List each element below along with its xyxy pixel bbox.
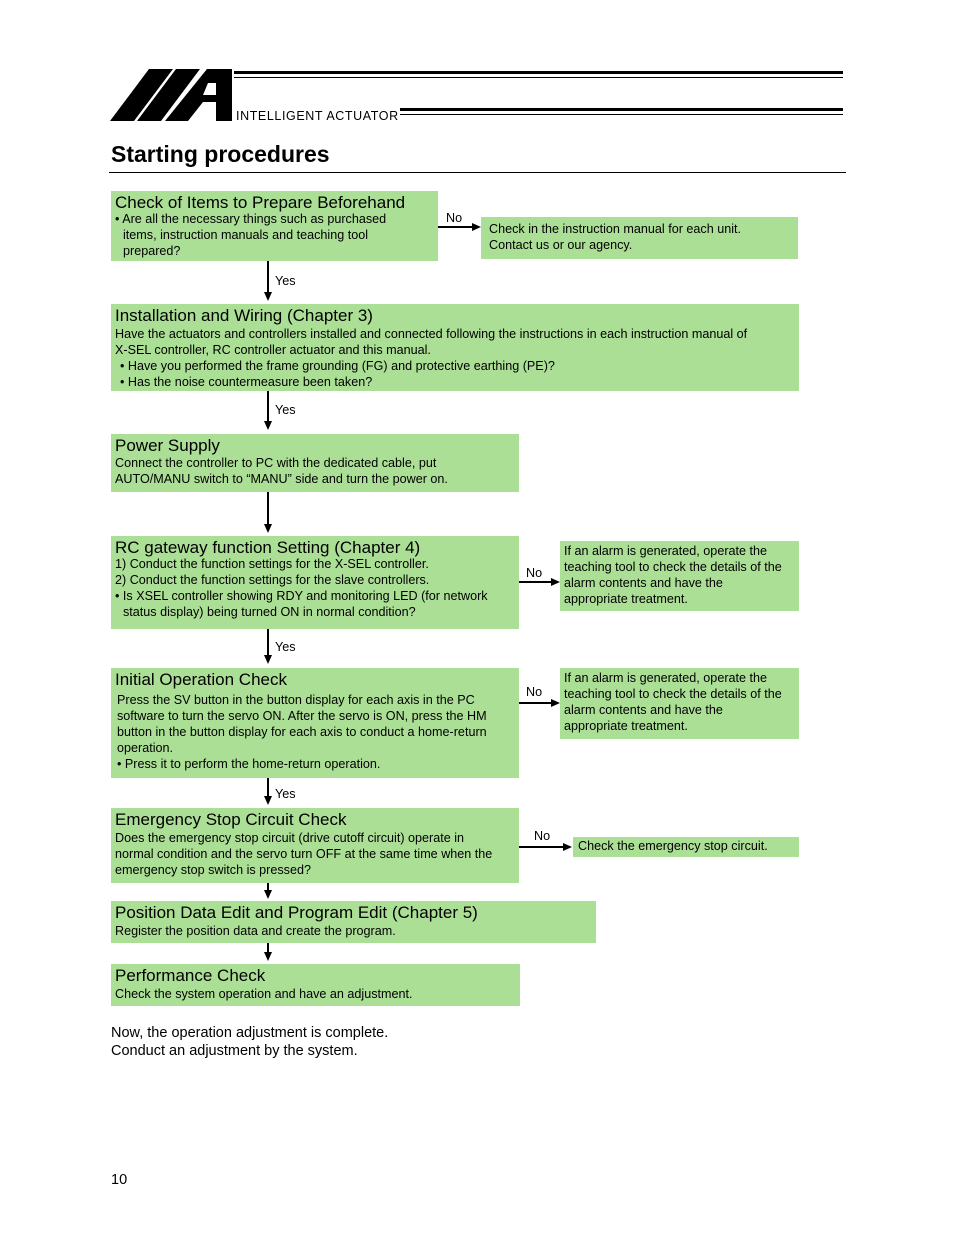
completion-line: Now, the operation adjustment is complete. bbox=[111, 1025, 389, 1041]
side-note-initial-operation bbox=[560, 668, 799, 739]
step-power-title: Power Supply bbox=[115, 436, 220, 455]
step-performance-line: Check the system operation and have an adjustment. bbox=[115, 987, 413, 1001]
no-label: No bbox=[526, 566, 543, 580]
step-position-data-line: Register the position data and create the program. bbox=[115, 924, 396, 938]
yes-connector bbox=[267, 629, 269, 656]
step-rc-gateway-line: 1) Conduct the function settings for the X-SEL controller. bbox=[115, 557, 429, 571]
arrow-down-icon bbox=[264, 952, 272, 961]
header-rule-bottom-thin bbox=[400, 114, 843, 115]
side-note-line: appropriate treatment. bbox=[564, 719, 688, 733]
side-note-line: Check the emergency stop circuit. bbox=[578, 839, 768, 853]
step-rc-gateway-box bbox=[111, 536, 519, 629]
yes-connector bbox=[267, 391, 269, 422]
step-initial-operation-line: software to turn the servo ON. After the servo is ON, press the HM bbox=[117, 709, 487, 723]
no-label: No bbox=[526, 685, 543, 699]
step-installation-title: Installation and Wiring (Chapter 3) bbox=[115, 306, 373, 325]
step-prepare-box bbox=[111, 191, 438, 261]
arrow-down-icon bbox=[264, 292, 272, 301]
step-position-data-box bbox=[111, 901, 596, 943]
side-note-line: alarm contents and have the bbox=[564, 576, 723, 590]
side-note-line: alarm contents and have the bbox=[564, 703, 723, 717]
side-note-rc-gateway bbox=[560, 541, 799, 611]
step-initial-operation-line: button in the button display for each axis to conduct a home-return bbox=[117, 725, 487, 739]
side-note-prepare bbox=[481, 217, 798, 259]
step-initial-operation-title: Initial Operation Check bbox=[115, 670, 287, 689]
step-prepare-line: items, instruction manuals and teaching tool bbox=[123, 228, 369, 242]
step-rc-gateway-line: • Is XSEL controller showing RDY and monitoring LED (for network bbox=[115, 589, 488, 603]
connector bbox=[267, 492, 269, 525]
no-label: No bbox=[534, 829, 551, 843]
step-installation-line: Have the actuators and controllers installed and connected following the instructions in each instruction manual of bbox=[115, 327, 748, 341]
step-performance-box bbox=[111, 964, 520, 1006]
step-installation-line: X-SEL controller, RC controller actuator and this manual. bbox=[115, 343, 431, 357]
yes-label: Yes bbox=[275, 640, 296, 654]
step-installation-line: • Have you performed the frame grounding (FG) and protective earthing (PE)? bbox=[120, 359, 555, 373]
side-note-line: teaching tool to check the details of the bbox=[564, 687, 782, 701]
step-initial-operation-line: • Press it to perform the home-return operation. bbox=[117, 757, 381, 771]
step-installation-box bbox=[111, 304, 799, 391]
header-rule-top-thin bbox=[234, 77, 843, 78]
step-prepare-line: prepared? bbox=[123, 244, 181, 258]
no-label: No bbox=[446, 211, 463, 225]
no-connector bbox=[519, 581, 553, 583]
yes-connector bbox=[267, 261, 269, 293]
yes-label: Yes bbox=[275, 787, 296, 801]
header-rule-bottom bbox=[400, 108, 843, 111]
completion-line: Conduct an adjustment by the system. bbox=[111, 1043, 358, 1059]
step-emergency-stop-title: Emergency Stop Circuit Check bbox=[115, 810, 347, 829]
step-initial-operation-line: operation. bbox=[117, 741, 174, 755]
no-connector bbox=[519, 702, 553, 704]
step-emergency-stop-box bbox=[111, 808, 519, 883]
step-performance-title: Performance Check bbox=[115, 966, 266, 985]
step-power-line: Connect the controller to PC with the dedicated cable, put bbox=[115, 456, 437, 470]
step-emergency-stop-line: Does the emergency stop circuit (drive cutoff circuit) operate in bbox=[115, 831, 465, 845]
step-position-data-title: Position Data Edit and Program Edit (Chapter 5) bbox=[115, 903, 478, 922]
arrow-right-icon bbox=[551, 578, 560, 586]
step-power-box bbox=[111, 434, 519, 492]
side-note-line: Contact us or our agency. bbox=[489, 238, 633, 252]
step-initial-operation-line: Press the SV button in the button display for each axis in the PC bbox=[117, 693, 475, 707]
side-note-line: teaching tool to check the details of the bbox=[564, 560, 782, 574]
arrow-down-icon bbox=[264, 421, 272, 430]
side-note-line: If an alarm is generated, operate the bbox=[564, 544, 768, 558]
arrow-right-icon bbox=[472, 223, 481, 231]
page-number: 10 bbox=[111, 1172, 128, 1188]
header-rule-top bbox=[234, 71, 843, 74]
arrow-right-icon bbox=[551, 699, 560, 707]
company-logo bbox=[110, 69, 234, 121]
step-prepare-title: Check of Items to Prepare Beforehand bbox=[115, 193, 406, 212]
yes-connector bbox=[267, 778, 269, 797]
completion-text bbox=[111, 1024, 388, 1060]
brand-name: INTELLIGENT ACTUATOR bbox=[236, 109, 399, 123]
step-rc-gateway-title: RC gateway function Setting (Chapter 4) bbox=[115, 538, 421, 557]
step-rc-gateway-line: status display) being turned ON in normal condition? bbox=[123, 605, 416, 619]
yes-label: Yes bbox=[275, 403, 296, 417]
side-note-emergency-stop bbox=[573, 837, 799, 857]
step-rc-gateway-line: 2) Conduct the function settings for the slave controllers. bbox=[115, 573, 430, 587]
arrow-right-icon bbox=[563, 843, 572, 851]
no-connector bbox=[438, 226, 474, 228]
arrow-down-icon bbox=[264, 890, 272, 899]
step-emergency-stop-line: normal condition and the servo turn OFF at the same time when the bbox=[115, 847, 493, 861]
step-installation-line: • Has the noise countermeasure been taken? bbox=[120, 375, 373, 389]
arrow-down-icon bbox=[264, 796, 272, 805]
no-connector bbox=[519, 846, 565, 848]
arrow-down-icon bbox=[264, 524, 272, 533]
side-note-line: Check in the instruction manual for each unit. bbox=[489, 222, 742, 236]
page-title: Starting procedures bbox=[111, 141, 330, 167]
step-emergency-stop-line: emergency stop switch is pressed? bbox=[115, 863, 311, 877]
step-prepare-line: • Are all the necessary things such as purchased bbox=[115, 212, 387, 226]
arrow-down-icon bbox=[264, 655, 272, 664]
side-note-line: appropriate treatment. bbox=[564, 592, 688, 606]
step-power-line: AUTO/MANU switch to “MANU” side and turn the power on. bbox=[115, 472, 448, 486]
side-note-line: If an alarm is generated, operate the bbox=[564, 671, 768, 685]
title-underline bbox=[109, 172, 846, 173]
step-initial-operation-box bbox=[111, 668, 519, 778]
yes-label: Yes bbox=[275, 274, 296, 288]
